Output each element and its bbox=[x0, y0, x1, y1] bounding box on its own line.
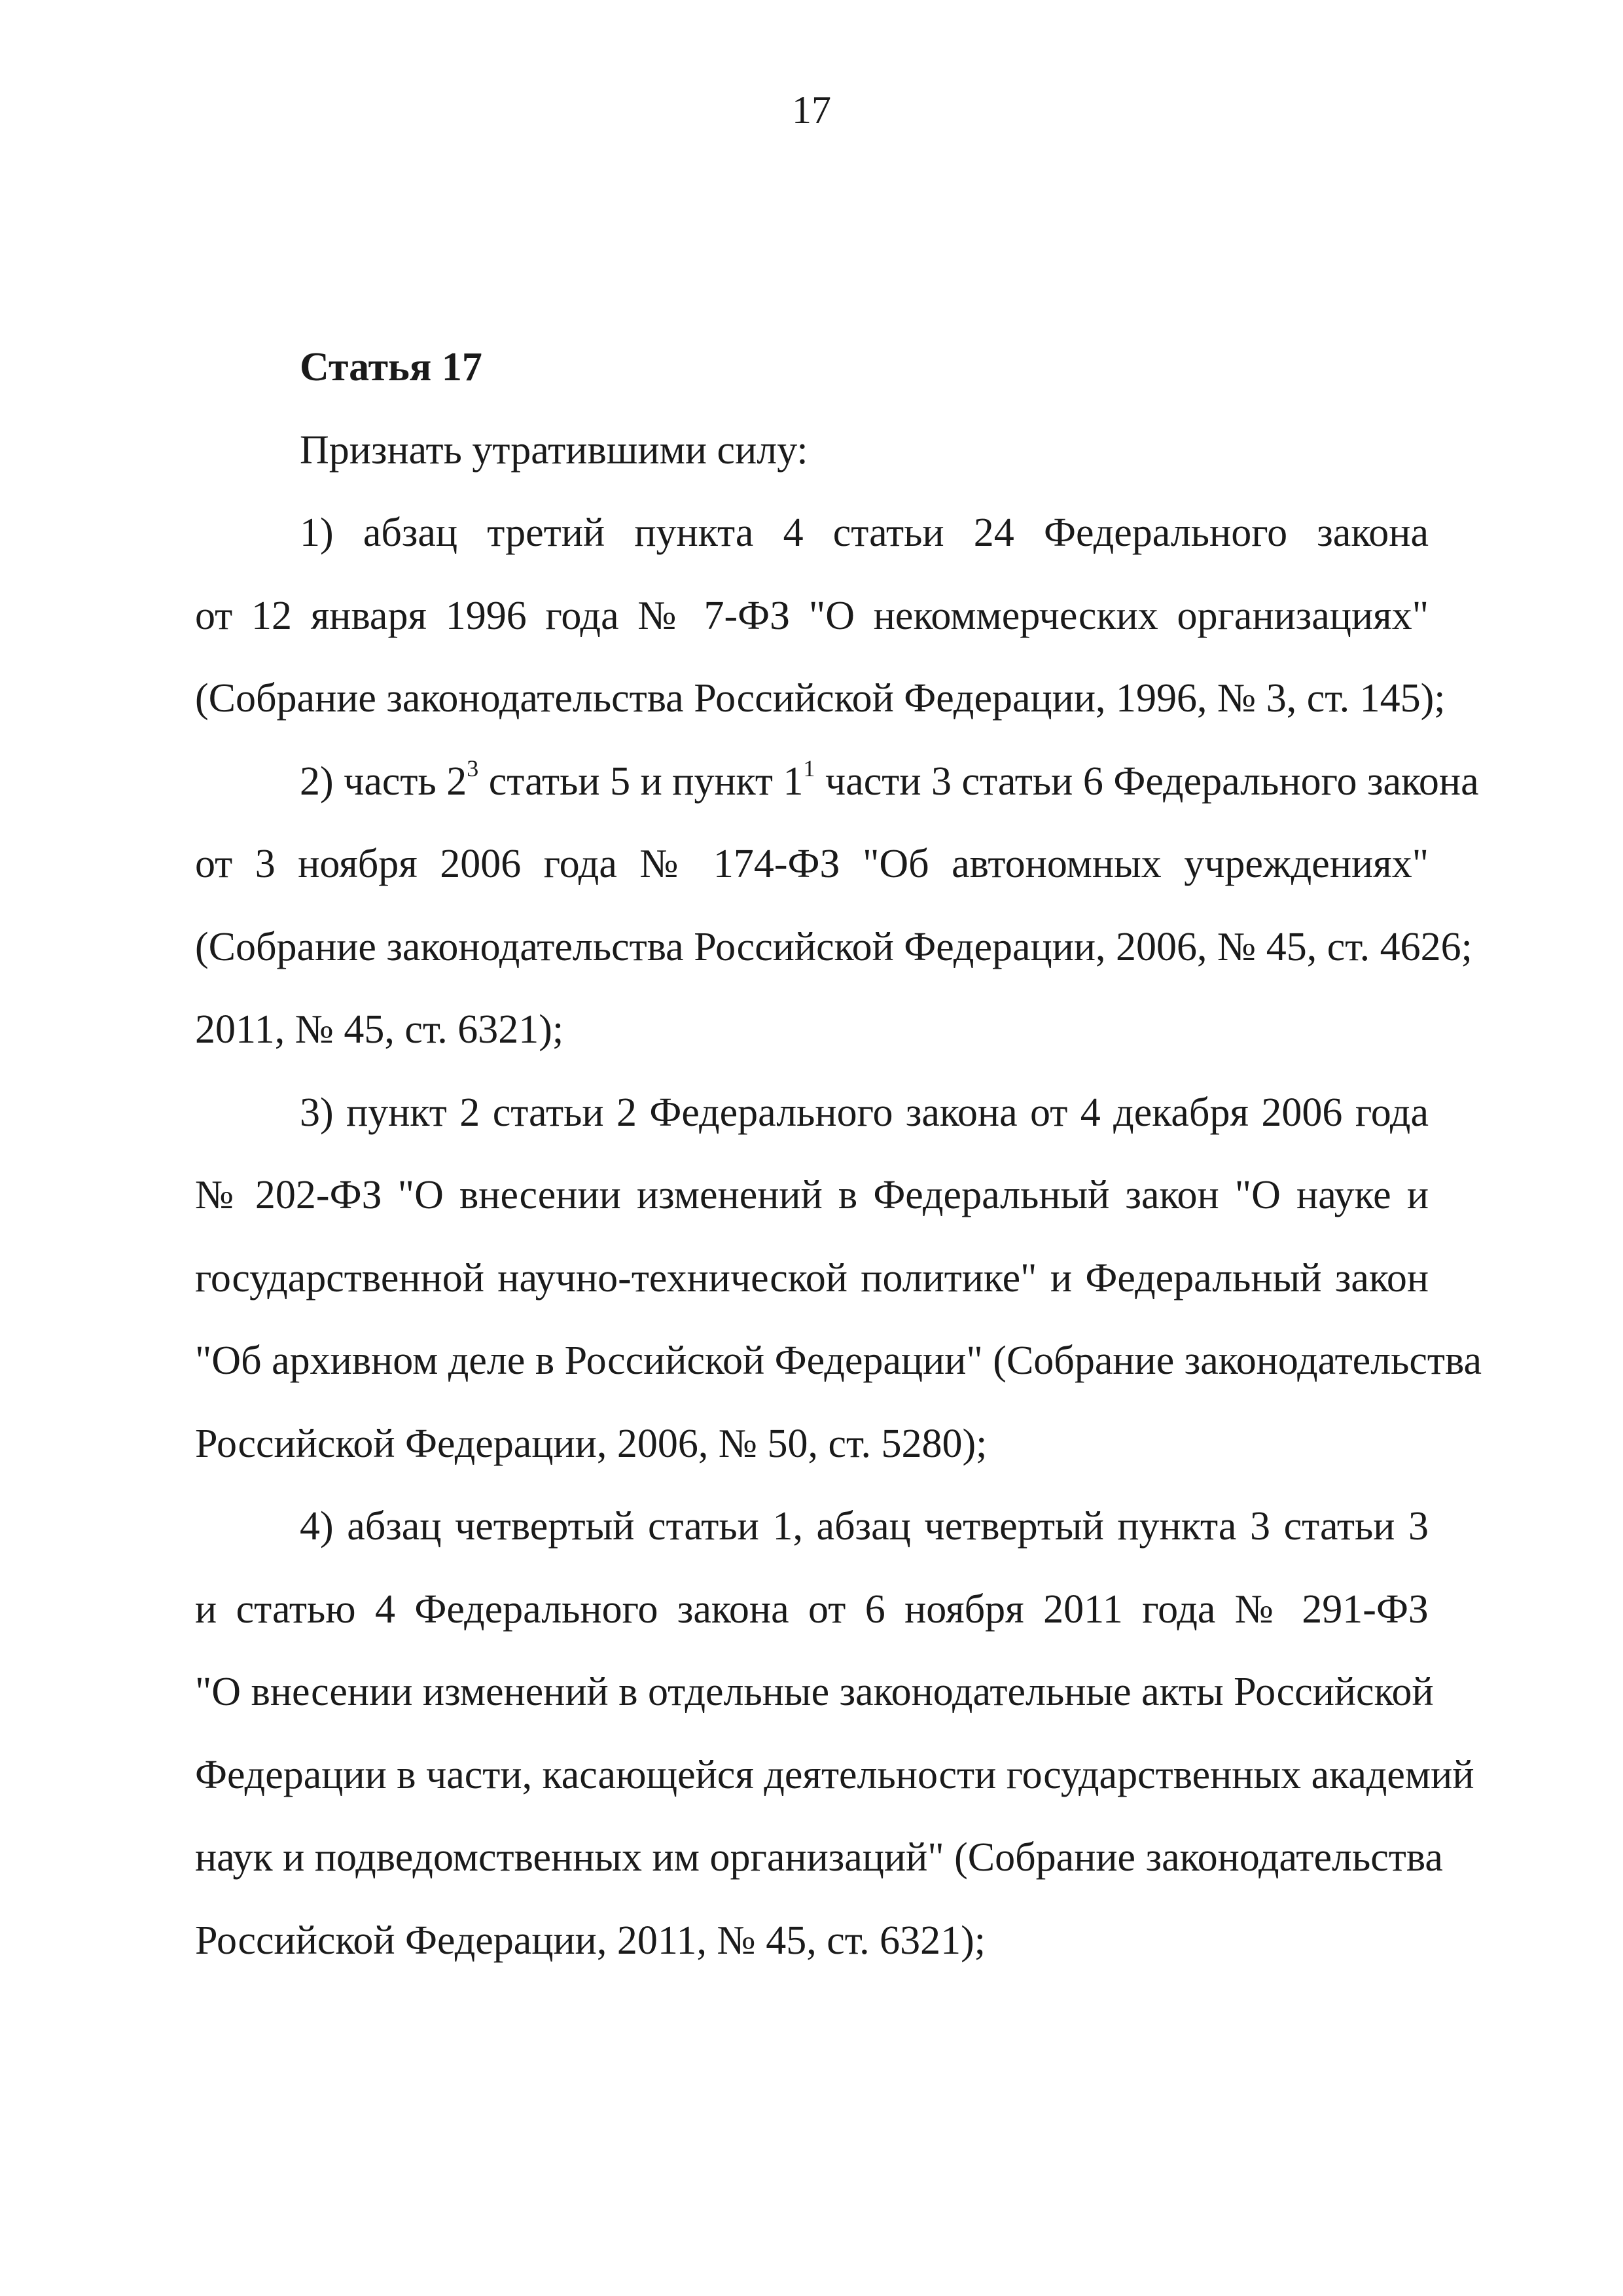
superscript-3: 3 bbox=[467, 755, 479, 781]
list-item-4-line-5: наук и подведомственных им организаций" (Собрание законодательства bbox=[195, 1835, 1443, 1880]
list-item-1-line-2: от 12 января 1996 года № 7-ФЗ "О некоммерческих организациях" bbox=[195, 593, 1429, 638]
list-item-3-line-1: 3) пункт 2 статьи 2 Федерального закона от 4 декабря 2006 года bbox=[300, 1090, 1429, 1135]
list-item-4-line-3: "О внесении изменений в отдельные законодательные акты Российской bbox=[195, 1670, 1434, 1714]
list-item-4-line-6: Российской Федерации, 2011, № 45, ст. 6321); bbox=[195, 1918, 986, 1963]
list-item-3-line-5: Российской Федерации, 2006, № 50, ст. 5280); bbox=[195, 1421, 988, 1466]
list-item-2-line-3: (Собрание законодательства Российской Федерации, 2006, № 45, ст. 4626; bbox=[195, 924, 1472, 969]
list-item-2-text-b: статьи 5 и пункт 1 bbox=[478, 759, 804, 804]
list-item-4-line-4: Федерации в части, касающейся деятельности государственных академий bbox=[195, 1752, 1474, 1797]
list-item-4-line-2: и статью 4 Федерального закона от 6 ноября 2011 года № 291-ФЗ bbox=[195, 1587, 1429, 1632]
list-item-3 bbox=[195, 1071, 1482, 1486]
list-item-2-line-1 bbox=[195, 740, 1479, 823]
list-item-4 bbox=[195, 1485, 1474, 1982]
article-intro: Признать утратившими силу: bbox=[300, 427, 808, 473]
article-title: Статья 17 bbox=[300, 345, 482, 389]
list-item-2-line-2: от 3 ноября 2006 года № 174-ФЗ "Об автономных учреждениях" bbox=[195, 842, 1429, 886]
list-item-3-line-4: "Об архивном деле в Российской Федерации" (Собрание законодательства bbox=[195, 1338, 1482, 1383]
list-item-1 bbox=[195, 492, 1446, 740]
page-number: 17 bbox=[792, 88, 831, 132]
list-item-1-line-1: 1) абзац третий пункта 4 статьи 24 Федерального закона bbox=[300, 511, 1429, 555]
document-body bbox=[195, 326, 1482, 1982]
list-item-3-line-3: государственной научно-технической политике" и Федеральный закон bbox=[195, 1255, 1429, 1300]
list-item-1-line-3: (Собрание законодательства Российской Федерации, 1996, № 3, ст. 145); bbox=[195, 676, 1446, 721]
list-item-2-text-a: 2) часть 2 bbox=[300, 759, 467, 804]
list-item-3-line-2: № 202-ФЗ "О внесении изменений в Федеральный закон "О науке и bbox=[195, 1173, 1429, 1217]
superscript-1: 1 bbox=[803, 755, 815, 781]
list-item-2-line-4: 2011, № 45, ст. 6321); bbox=[195, 1007, 564, 1052]
list-item-4-line-1: 4) абзац четвертый статьи 1, абзац четвертый пункта 3 статьи 3 bbox=[300, 1504, 1429, 1549]
list-item-2 bbox=[195, 740, 1479, 1071]
list-item-2-text-c: части 3 статьи 6 Федерального закона bbox=[815, 759, 1479, 804]
